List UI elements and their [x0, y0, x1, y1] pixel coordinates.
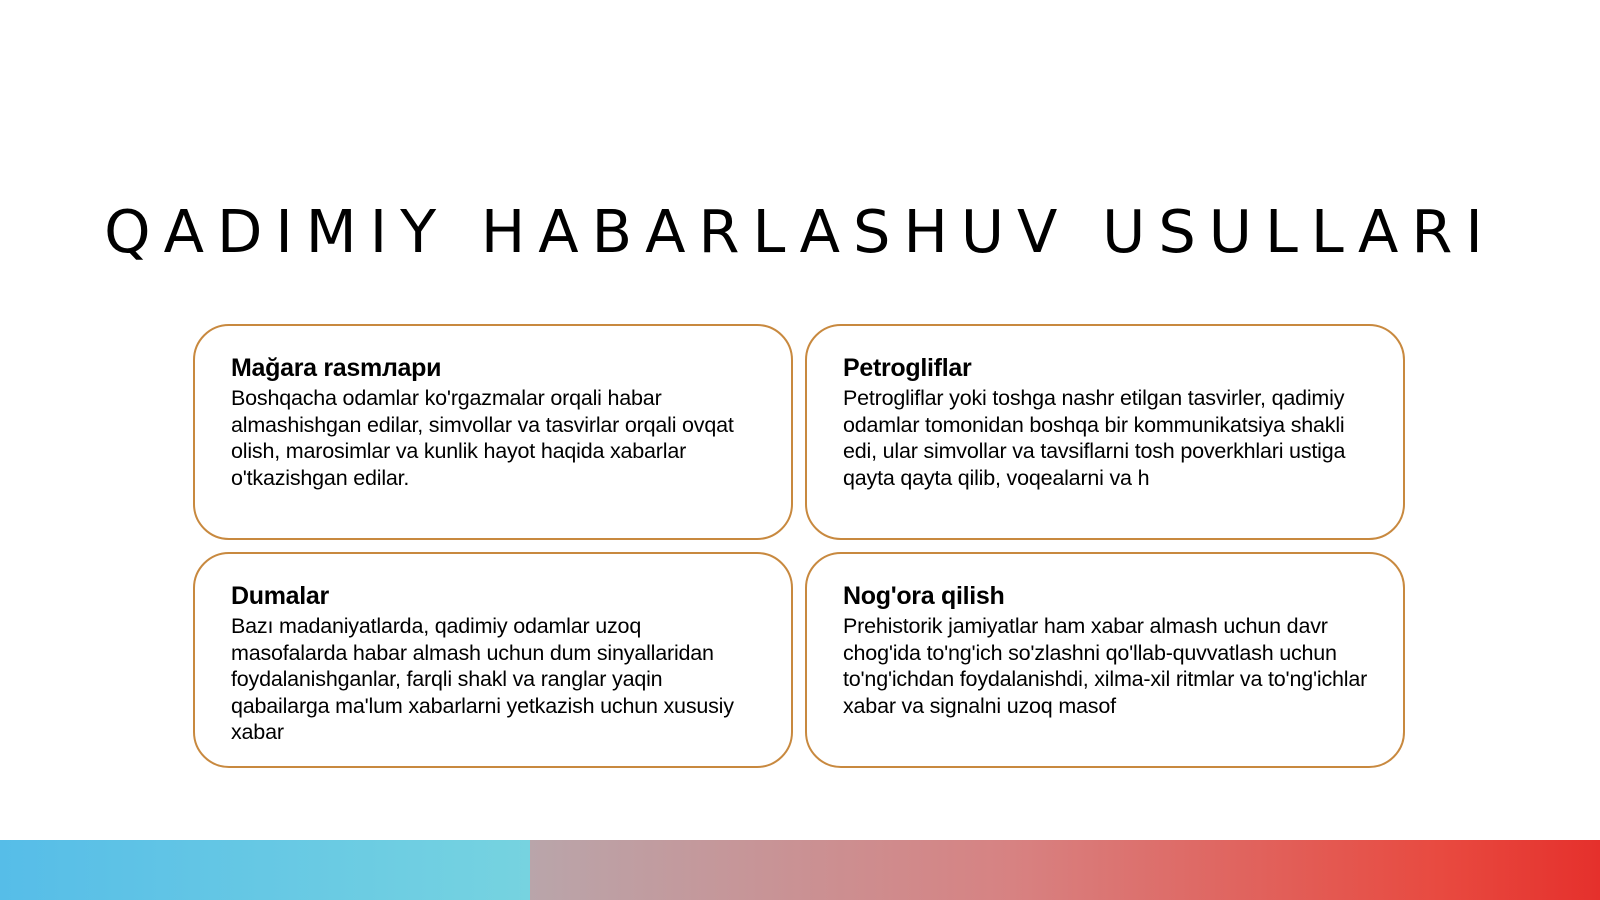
- card-heading: Dumalar: [231, 582, 329, 610]
- bottom-bar-blue-segment: [0, 840, 530, 900]
- card-cave-paintings: [193, 324, 793, 540]
- card-heading: Mağara rasmлари: [231, 354, 442, 382]
- card-heading: Petrogliflar: [843, 354, 972, 382]
- card-petroglyphs: [805, 324, 1405, 540]
- card-body: Boshqacha odamlar ko'rgazmalar orqali habar almashishgan edilar, simvollar va tasvirlar orqali ovqat olish, marosimlar va kunlik hayot haqida xabarlar o'tkazishgan edilar.: [231, 386, 734, 490]
- card-body: Prehistorik jamiyatlar ham xabar almash uchun davr chog'ida to'ng'ich so'zlashni qo'llab-quvvatlash uchun to'ng'ichdan foydalanishdi, xilma-xil ritmlar va to'ng'ichlar xabar va signalni uzoq masof: [843, 614, 1368, 718]
- card-body: Petrogliflar yoki toshga nashr etilgan tasvirler, qadimiy odamlar tomonidan boshqa bir kommunikatsiya shakli edi, ular simvollar va tavsiflarni tosh poverkhlari ustiga qayta qayta qilib, voqealarni va h: [843, 386, 1346, 490]
- card-heading: Nog'ora qilish: [843, 582, 1005, 610]
- card-smoke-signals: [193, 552, 793, 768]
- card-drumming: [805, 552, 1405, 768]
- card-body: Bazı madaniyatlarda, qadimiy odamlar uzoq masofalarda habar almash uchun dum sinyallaridan foydalanishganlar, farqli shakl va ranglar yaqin qabailarga ma'lum xabarlarni yetkazish uchun xususiy xabar: [231, 614, 734, 744]
- slide-title: QADIMIY HABARLASHUV USULLARI: [104, 197, 1496, 266]
- bottom-bar-gradient-segment: [530, 840, 1600, 900]
- decorative-bottom-bar: [0, 840, 1600, 900]
